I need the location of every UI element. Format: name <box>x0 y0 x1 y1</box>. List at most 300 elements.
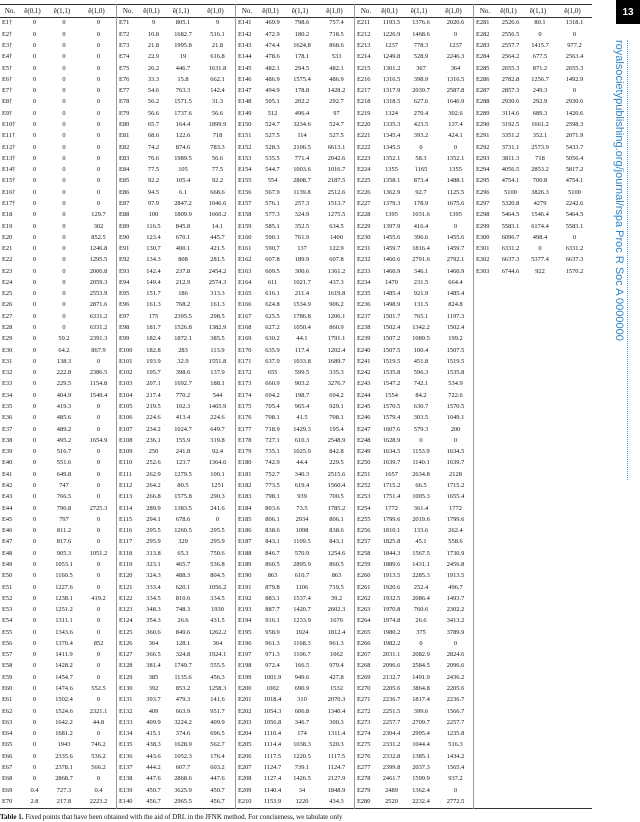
table-cell: 0 <box>32 30 37 38</box>
table-cell: 1052.3 <box>174 752 192 760</box>
table-cell: 0 <box>32 245 37 253</box>
table-cell: 178.8 <box>294 87 310 95</box>
table-cell: 45.1 <box>415 538 427 546</box>
table-row <box>355 277 473 288</box>
table-cell: 535.5 <box>265 154 280 162</box>
table-row <box>0 108 116 119</box>
table-row <box>474 650 592 661</box>
table-cell: 1153.9 <box>412 448 430 456</box>
table-row <box>474 345 592 356</box>
table-cell: 2857.3 <box>501 87 520 95</box>
table-cell: 0 <box>32 764 37 771</box>
table-cell: 846.7 <box>265 549 280 557</box>
table-cell: 863 <box>267 572 278 580</box>
table-row <box>474 221 592 232</box>
table-row <box>0 131 116 142</box>
equilibrium-id: E219 <box>357 109 371 117</box>
equilibrium-id: E43 <box>2 493 13 501</box>
table-cell: 0 <box>96 98 101 106</box>
table-cell: 22.9 <box>147 53 160 61</box>
equilibrium-id: E94 <box>119 278 130 286</box>
table-cell: 1848.9 <box>327 786 346 794</box>
table-row <box>236 221 354 232</box>
table-cell: 718 <box>212 132 223 140</box>
table-row <box>355 221 473 232</box>
table-cell: 2086.4 <box>412 594 430 602</box>
table-row <box>0 368 116 379</box>
table-cell: 842.8 <box>329 448 344 456</box>
equilibrium-id: E268 <box>357 662 371 670</box>
equilibrium-id: E192 <box>238 594 252 602</box>
table-cell: 0 <box>96 775 101 783</box>
table-row <box>117 627 235 638</box>
equilibrium-id: E200 <box>238 685 252 693</box>
table-row <box>117 232 235 243</box>
table-row <box>0 796 116 807</box>
table-cell: 965.4 <box>294 403 310 410</box>
table-cell: 1434.2 <box>446 752 465 760</box>
table-cell: 1657 <box>385 470 398 478</box>
table-cell: 76.6 <box>147 154 160 162</box>
table-row <box>355 165 473 176</box>
table-row <box>355 244 473 255</box>
table-row <box>474 526 592 537</box>
table-row <box>0 165 116 176</box>
journal-reference[interactable] <box>598 40 640 480</box>
equilibrium-id: E3† <box>2 42 13 49</box>
table-row <box>117 255 235 266</box>
table-cell: 544.7 <box>265 166 280 174</box>
table-cell: 0 <box>62 132 66 140</box>
table-cell: 2454.2 <box>208 267 227 275</box>
table-cell: 718.9 <box>265 425 280 433</box>
table-cell: 0 <box>62 267 66 275</box>
table-cell: 2930.6 <box>565 98 584 106</box>
table-row <box>117 469 235 480</box>
table-row <box>117 661 235 672</box>
table-cell: 180.2 <box>294 30 310 38</box>
equilibrium-id: E208 <box>238 775 252 783</box>
table-cell: 1324 <box>385 109 398 117</box>
equilibrium-id: E297 <box>476 199 490 207</box>
table-row <box>0 684 116 695</box>
table-row <box>0 18 116 29</box>
table-cell: 1459.7 <box>382 245 401 253</box>
table-cell: 0 <box>419 639 423 647</box>
table-row <box>0 447 116 458</box>
equilibrium-id: E77 <box>119 87 130 95</box>
table-cell: 409.9 <box>210 718 225 726</box>
table-cell: 922 <box>535 267 545 275</box>
table-row <box>355 774 473 785</box>
table-cell: 2965.5 <box>174 797 192 805</box>
table-row <box>117 796 235 807</box>
table-row <box>236 97 354 108</box>
equilibrium-id: E211 <box>357 19 371 27</box>
equilibrium-id: E140 <box>119 797 133 805</box>
table-cell: 1025.9 <box>293 448 311 456</box>
table-cell: 474.4 <box>265 42 280 49</box>
table-cell: 264.2 <box>146 481 161 489</box>
equilibrium-id: E82 <box>119 143 130 151</box>
table-cell: 0 <box>62 143 66 151</box>
table-cell: 951.7 <box>210 707 225 715</box>
table-row <box>474 29 592 40</box>
table-cell: 708.1 <box>329 414 344 422</box>
table-row <box>474 86 592 97</box>
table-cell: 489.2 <box>56 425 72 433</box>
equilibrium-id: E205 <box>238 741 252 749</box>
table-cell: 3625.9 <box>174 786 192 794</box>
table-cell: 1160.5 <box>55 572 73 580</box>
table-cell: 0 <box>32 470 37 478</box>
table-row <box>117 266 235 277</box>
table-row <box>355 232 473 243</box>
table-cell: 649.8 <box>56 470 72 478</box>
table-cell: 630.7 <box>413 403 429 410</box>
equilibrium-id: E264 <box>357 617 371 625</box>
table-cell: 5056.4 <box>565 154 584 162</box>
equilibrium-id: E30 <box>2 346 13 354</box>
table-cell: 364 <box>450 64 461 72</box>
table-cell: 224.6 <box>146 414 161 422</box>
table-row <box>355 548 473 559</box>
journal-reference-text[interactable]: royalsocietypublishing.org/journal/rspa Proc R Soc A 0000000 <box>613 40 625 341</box>
table-cell: 0 <box>96 481 101 489</box>
equilibrium-id: E239 <box>357 335 371 343</box>
table-row <box>236 187 354 198</box>
table-cell: 4754.1 <box>565 177 584 185</box>
table-cell: 2000.8 <box>89 267 108 275</box>
equilibrium-id: E272 <box>357 707 371 715</box>
table-row <box>355 199 473 210</box>
table-cell: 871.2 <box>532 64 548 72</box>
table-cell: 130.7 <box>146 245 161 253</box>
equilibrium-id: E8† <box>2 98 13 106</box>
table-row <box>0 582 116 593</box>
table-cell: 5377.4 <box>531 256 549 264</box>
table-cell: 0 <box>32 775 37 783</box>
table-cell: 0 <box>62 177 66 185</box>
table-cell: 2456.8 <box>446 560 465 568</box>
table-cell: 0 <box>32 87 37 95</box>
table-header-cell: ê(0,1) <box>262 7 279 15</box>
table-cell: 0 <box>32 120 37 128</box>
table-cell: 142.4 <box>210 87 225 95</box>
equilibrium-id: E139 <box>119 786 133 794</box>
table-row <box>474 571 592 582</box>
table-cell: 3192.5 <box>501 120 520 128</box>
table-cell: 65.3 <box>177 549 189 557</box>
equilibrium-id: E115 <box>119 515 133 523</box>
table-cell: 0 <box>32 199 37 207</box>
table-row <box>117 447 235 458</box>
table-cell: 0 <box>32 651 37 659</box>
table-cell: 2895.9 <box>293 560 311 568</box>
table-cell: 0 <box>62 75 66 83</box>
table-row <box>236 526 354 537</box>
table-cell: 0 <box>572 233 577 241</box>
table-row <box>236 503 354 514</box>
equilibrium-id: E296 <box>476 188 490 196</box>
table-cell: 2564.2 <box>501 53 520 61</box>
table-row <box>355 684 473 695</box>
table-header-cell: ê(1,0) <box>326 7 343 15</box>
equilibrium-id: E51 <box>2 583 13 591</box>
table-cell: 123.4 <box>146 233 161 241</box>
table-row <box>236 514 354 525</box>
table-cell: 494.9 <box>265 87 280 95</box>
equilibrium-id: E109 <box>119 448 133 456</box>
table-cell: 0 <box>62 98 66 106</box>
equilibrium-id: E38 <box>2 436 13 444</box>
equilibrium-id: E54 <box>2 617 13 625</box>
table-cell: 1681.2 <box>55 730 73 738</box>
table-row <box>117 402 235 413</box>
table-cell: 0 <box>32 346 37 354</box>
equilibrium-id: E280 <box>357 797 371 805</box>
equilibrium-id: E84 <box>119 166 130 174</box>
table-cell: 1395 <box>449 211 462 219</box>
table-cell: 0 <box>32 741 37 749</box>
table-cell: 202.2 <box>294 98 310 106</box>
table-cell: 0 <box>96 132 101 140</box>
table-cell: 398.6 <box>175 369 191 377</box>
table-row <box>236 244 354 255</box>
table-cell: 6331.2 <box>89 324 108 332</box>
table-cell: 0 <box>32 448 37 456</box>
table-cell: 352.1 <box>532 132 548 140</box>
equilibrium-id: E248 <box>357 436 371 444</box>
equilibrium-id: E134 <box>119 730 133 738</box>
table-cell: 0 <box>32 752 37 760</box>
table-row <box>236 379 354 390</box>
table-cell: 295.5 <box>146 527 161 535</box>
table-cell: 1220 <box>295 797 309 805</box>
table-cell: 0 <box>96 109 101 117</box>
table-row <box>474 311 592 322</box>
table-cell: 174 <box>297 730 307 738</box>
equilibrium-id: E155 <box>238 177 252 185</box>
table-row <box>236 616 354 627</box>
table-cell: 722.6 <box>448 391 463 399</box>
equilibrium-id: E102 <box>119 369 133 377</box>
table-caption-text: Fixed points that have been obtained with the aid of DRL in the JFNK method. For conciseness, we tabulate only <box>25 813 343 821</box>
table-row <box>0 74 116 85</box>
table-row <box>355 187 473 198</box>
table-cell: 1220.5 <box>293 752 311 760</box>
table-cell: 678.6 <box>175 515 191 523</box>
table-row <box>117 18 235 29</box>
table-row <box>474 165 592 176</box>
table-cell: 718 <box>535 154 545 162</box>
table-cell: 485.6 <box>56 414 72 422</box>
table-cell: 2520 <box>385 797 398 805</box>
table-row <box>474 717 592 728</box>
table-cell: 438.3 <box>146 741 161 749</box>
table-row <box>236 86 354 97</box>
table-cell: 2257.7 <box>382 718 401 726</box>
table-row <box>474 751 592 762</box>
table-row <box>474 548 592 559</box>
table-cell: 199.2 <box>448 335 463 343</box>
equilibrium-id: E87 <box>119 199 130 207</box>
table-row <box>236 345 354 356</box>
table-cell: 2127.9 <box>327 775 346 783</box>
table-cell: 1117.5 <box>263 752 282 760</box>
table-cell: 1498.9 <box>382 301 401 309</box>
table-cell: 294.1 <box>146 515 161 523</box>
table-cell: 524.7 <box>329 120 344 128</box>
table-row <box>355 52 473 63</box>
table-cell: 1913.5 <box>446 572 465 580</box>
table-cell: 1619.8 <box>327 290 346 298</box>
table-cell: 334.5 <box>210 594 225 602</box>
table-cell: 0 <box>32 459 37 467</box>
table-cell: 760.6 <box>413 606 429 614</box>
table-cell: 1646.9 <box>446 98 465 106</box>
table-cell: 1661.2 <box>531 120 549 128</box>
table-row <box>0 785 116 796</box>
table-cell: 385.5 <box>210 335 225 343</box>
table-cell: 1599.9 <box>412 775 430 783</box>
equilibrium-id: E23 <box>2 267 13 275</box>
table-cell: 434.3 <box>329 797 344 805</box>
table-row <box>474 593 592 604</box>
equilibrium-id: E240 <box>357 346 371 354</box>
table-cell: 4279 <box>533 199 547 207</box>
table-cell: 611 <box>267 278 278 286</box>
table-cell: 0 <box>96 696 101 704</box>
table-cell: 1140.1 <box>412 459 430 467</box>
table-cell: 0 <box>32 211 37 219</box>
table-row <box>117 458 235 469</box>
table-cell: 879.8 <box>265 583 280 591</box>
table-cell: 0 <box>32 301 37 309</box>
table-cell: 1362.9 <box>382 188 401 196</box>
equilibrium-id: E301 <box>476 245 490 253</box>
table-row <box>117 277 235 288</box>
table-cell: 2573.9 <box>531 143 549 151</box>
equilibrium-id: E88 <box>119 211 130 219</box>
table-row <box>117 221 235 232</box>
equilibrium-id: E69 <box>2 786 13 794</box>
table-cell: 1317.9 <box>382 87 401 95</box>
table-cell: 1352.1 <box>382 154 401 162</box>
table-cell: 1772 <box>385 504 398 512</box>
table-cell: 763.3 <box>175 87 191 95</box>
equilibrium-id: E65 <box>2 741 13 749</box>
table-row <box>0 187 116 198</box>
table-row <box>355 63 473 74</box>
equilibrium-id: E269 <box>357 673 371 681</box>
table-row <box>117 593 235 604</box>
table-cell: 625.5 <box>265 312 280 320</box>
table-cell: 294.5 <box>294 64 310 72</box>
equilibrium-id: E76 <box>119 75 130 83</box>
table-cell: 1420.6 <box>565 109 584 117</box>
table-cell: 1639.7 <box>382 459 401 467</box>
table-cell: 2391.3 <box>89 335 108 343</box>
equilibrium-id: E302 <box>476 256 490 264</box>
table-cell: 1415.7 <box>531 42 549 49</box>
table-row <box>474 695 592 706</box>
table-cell: 0 <box>419 143 423 151</box>
equilibrium-id: E198 <box>238 662 252 670</box>
table-cell: 1352.1 <box>446 154 465 162</box>
table-cell: 1193.5 <box>382 19 401 27</box>
equilibrium-id: E185 <box>238 515 252 523</box>
table-cell: 1227.6 <box>55 583 73 591</box>
equilibrium-id: E170 <box>238 346 252 354</box>
table-cell: 2934 <box>295 515 309 523</box>
table-cell: 2302.2 <box>446 606 465 614</box>
table-cell: 2634.8 <box>412 470 430 478</box>
equilibrium-id: E294 <box>476 166 490 174</box>
table-row <box>117 199 235 210</box>
equilibrium-id: E214 <box>357 53 371 61</box>
table-cell: 44.4 <box>296 459 308 467</box>
equilibrium-id: E7† <box>2 87 13 95</box>
table-cell: 1995.8 <box>174 42 192 49</box>
table-cell: 1154.8 <box>89 380 108 388</box>
table-cell: 1924 <box>295 628 309 636</box>
table-row <box>117 650 235 661</box>
table-cell: 585.1 <box>265 222 280 230</box>
table-cell: 2321.1 <box>89 707 108 715</box>
table-cell: 1044.4 <box>412 741 430 749</box>
table-cell: 444.2 <box>146 764 161 771</box>
equilibrium-id: E57 <box>2 651 13 659</box>
table-row <box>0 120 116 131</box>
equilibrium-id: E16† <box>2 188 16 196</box>
table-row <box>355 560 473 571</box>
table-row <box>355 616 473 627</box>
table-row <box>236 672 354 683</box>
table-cell: 1943 <box>57 741 71 749</box>
table-cell: 0 <box>32 369 37 377</box>
equilibrium-id: E156 <box>238 188 252 196</box>
table-cell: 207.1 <box>146 380 161 388</box>
table-cell: 1639.7 <box>446 459 465 467</box>
table-cell: 324.9 <box>294 211 310 219</box>
table-column-group <box>354 4 473 809</box>
table-row <box>355 526 473 537</box>
table-cell: 450.7 <box>210 786 225 794</box>
table-cell: 1340.4 <box>327 707 346 715</box>
table-cell: 211.4 <box>294 290 310 298</box>
table-cell: 292.7 <box>329 98 344 106</box>
table-cell: 939 <box>297 493 307 501</box>
table-cell: 1051.2 <box>89 549 108 557</box>
table-cell: 2386.5 <box>89 369 108 377</box>
table-cell: 624.8 <box>265 301 280 309</box>
table-row <box>0 41 116 52</box>
equilibrium-id: E89 <box>119 222 130 230</box>
table-cell: 217.8 <box>56 797 72 805</box>
table-cell: 937.2 <box>448 775 463 783</box>
table-cell: 80.5 <box>177 481 189 489</box>
table-cell: 0 <box>32 267 37 275</box>
table-cell: 619.4 <box>294 481 310 489</box>
table-cell: 385 <box>148 673 159 681</box>
table-cell: 123.7 <box>175 459 191 467</box>
table-cell: 0 <box>32 380 37 388</box>
equilibrium-id: E247 <box>357 425 371 433</box>
table-row <box>0 650 116 661</box>
table-row <box>0 729 116 740</box>
table-cell: 0 <box>96 403 101 410</box>
